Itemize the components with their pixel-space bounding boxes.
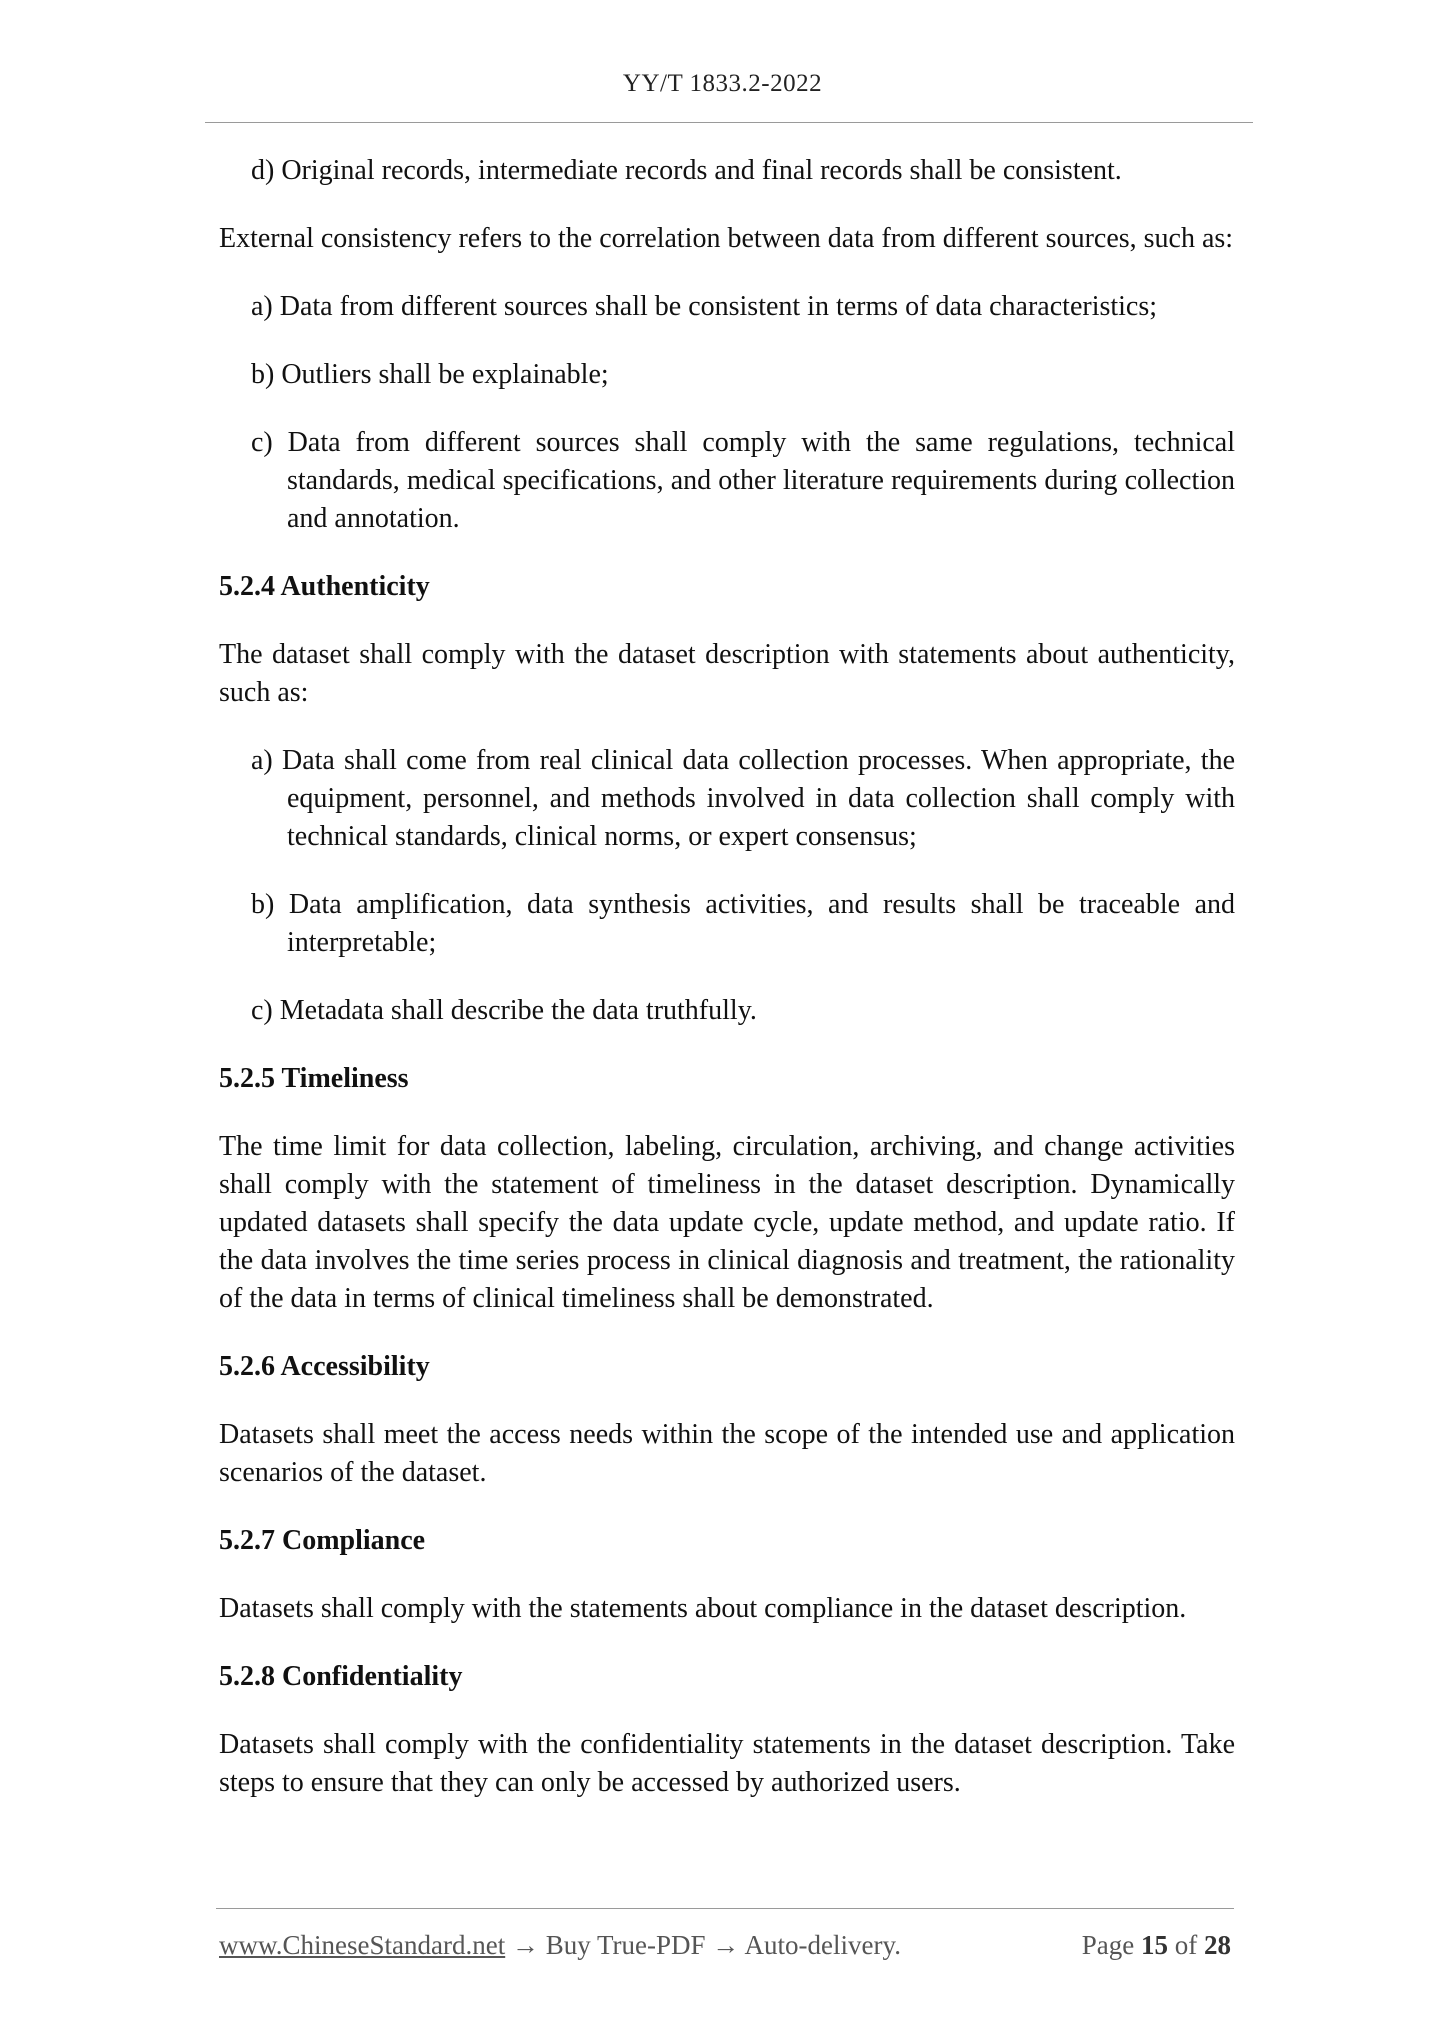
paragraph: Datasets shall comply with the statements about compliance in the dataset description. xyxy=(219,1593,1187,1624)
section-heading-confidentiality: 5.2.8 Confidentiality xyxy=(219,1661,463,1692)
auto-delivery-text: Auto-delivery. xyxy=(744,1930,901,1960)
of-label: of xyxy=(1174,1930,1198,1960)
list-item: a) Data shall come from real clinical data collection processes. When appropriate, the equipment, personnel, and methods involved in data collection shall comply with technical standards, clinical norms, or expert consensus; xyxy=(251,745,1235,852)
header-divider xyxy=(205,122,1253,123)
page-label: Page xyxy=(1081,1930,1135,1960)
paragraph: The time limit for data collection, labeling, circulation, archiving, and change activities shall comply with the statement of timeliness in the dataset description. Dynamically updated datasets shall specify the data update cycle, update method, and update ratio. If the data involves the time series process in clinical diagnosis and treatment, the rationality of the data in terms of clinical timeliness shall be demonstrated. xyxy=(219,1131,1235,1314)
arrow-right-icon: → xyxy=(712,1930,740,1960)
list-item: c) Metadata shall describe the data truthfully. xyxy=(251,995,757,1026)
page-total: 28 xyxy=(1204,1930,1231,1960)
page-number xyxy=(1082,1930,1231,1961)
section-heading-timeliness: 5.2.5 Timeliness xyxy=(219,1063,409,1094)
section-heading-accessibility: 5.2.6 Accessibility xyxy=(219,1351,430,1382)
paragraph: External consistency refers to the correlation between data from different sources, such as: xyxy=(219,223,1234,254)
list-item: b) Outliers shall be explainable; xyxy=(251,359,609,390)
section-heading-compliance: 5.2.7 Compliance xyxy=(219,1525,426,1556)
buy-pdf-text: Buy True-PDF xyxy=(545,1930,706,1960)
paragraph: Datasets shall meet the access needs within the scope of the intended use and application scenarios of the dataset. xyxy=(219,1419,1235,1488)
list-item: a) Data from different sources shall be consistent in terms of data characteristics; xyxy=(251,291,1158,322)
paragraph: Datasets shall comply with the confidentiality statements in the dataset description. Take steps to ensure that they can only be accessed by authorized users. xyxy=(219,1729,1235,1798)
footer-promo xyxy=(219,1930,901,1961)
arrow-right-icon: → xyxy=(511,1930,539,1960)
section-heading-authenticity: 5.2.4 Authenticity xyxy=(219,571,430,602)
list-item: c) Data from different sources shall comply with the same regulations, technical standards, medical specifications, and other literature requirements during collection and annotation. xyxy=(251,427,1235,534)
site-link[interactable]: www.ChineseStandard.net xyxy=(219,1930,506,1960)
paragraph: The dataset shall comply with the dataset description with statements about authenticity, such as: xyxy=(219,639,1235,708)
page-current: 15 xyxy=(1141,1930,1168,1960)
list-item: d) Original records, intermediate records and final records shall be consistent. xyxy=(251,155,1122,186)
document-id-header: YY/T 1833.2-2022 xyxy=(622,70,823,97)
page-body xyxy=(219,152,1235,1832)
footer-divider xyxy=(216,1908,1234,1909)
list-item: b) Data amplification, data synthesis activities, and results shall be traceable and interpretable; xyxy=(251,889,1235,958)
